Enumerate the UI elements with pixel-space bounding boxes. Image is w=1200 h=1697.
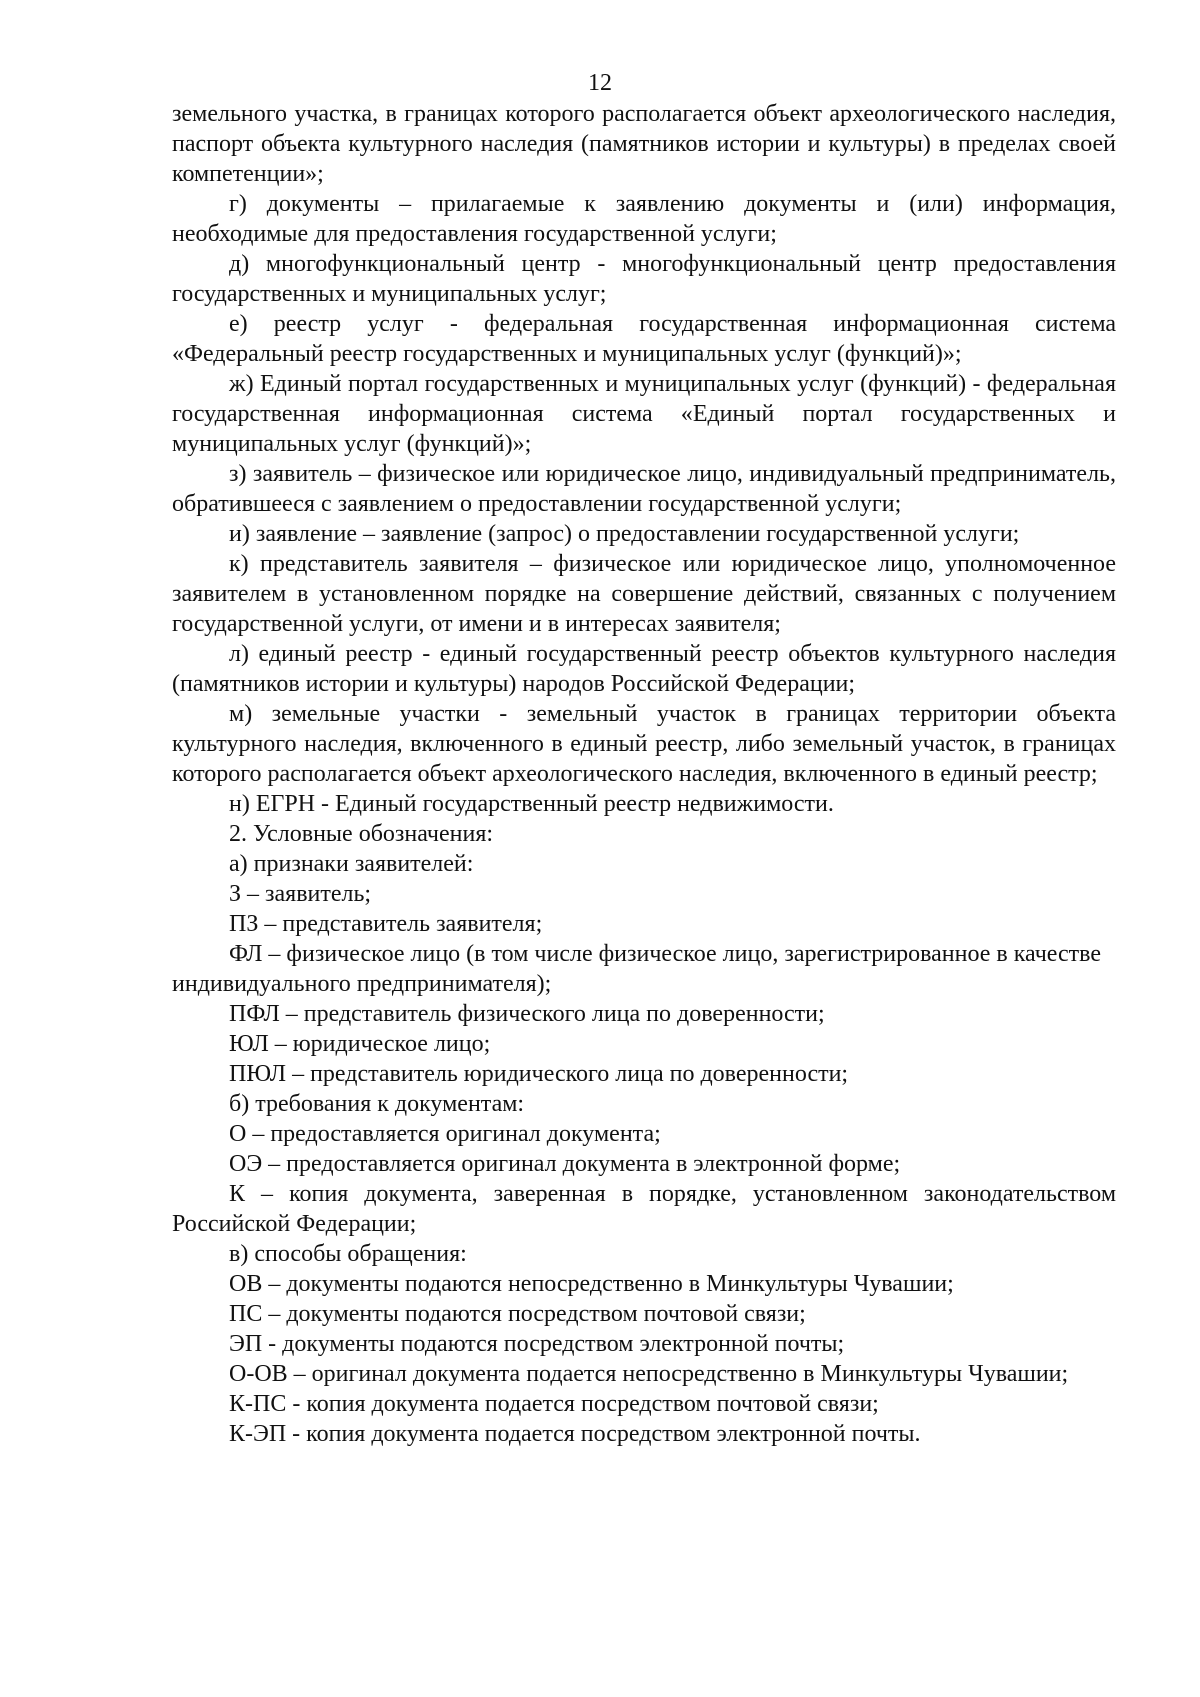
- paragraph-definition-l: л) единый реестр - единый государственный реестр объектов культурного наследия (памятников истории и культуры) народов Российской Федерации;: [172, 641, 1116, 697]
- legend-item-yul: ЮЛ – юридическое лицо;: [229, 1031, 491, 1057]
- paragraph-definition-n: н) ЕГРН - Единый государственный реестр недвижимости.: [229, 791, 834, 817]
- legend-item-k-ps: К-ПС - копия документа подается посредством почтовой связи;: [229, 1391, 879, 1417]
- legend-item-pz: ПЗ – представитель заявителя;: [229, 911, 543, 937]
- subheading-document-requirements: б) требования к документам:: [229, 1091, 525, 1117]
- paragraph-definition-d: д) многофункциональный центр - многофункциональный центр предоставления государственных и муниципальных услуг;: [172, 251, 1116, 307]
- legend-item-z: З – заявитель;: [229, 881, 372, 907]
- legend-item-pyul: ПЮЛ – представитель юридического лица по доверенности;: [229, 1061, 849, 1087]
- paragraph-definition-g: г) документы – прилагаемые к заявлению документы и (или) информация, необходимые для предоставления государственной услуги;: [172, 191, 1116, 247]
- page-number: 12: [588, 70, 612, 96]
- subheading-applicant-attributes: а) признаки заявителей:: [229, 851, 474, 877]
- paragraph-definition-zh: ж) Единый портал государственных и муниципальных услуг (функций) - федеральная государственная информационная система «Единый портал государственных и муниципальных услуг (функций)»;: [172, 371, 1116, 457]
- subheading-submission-methods: в) способы обращения:: [229, 1241, 467, 1267]
- paragraph-definition-z: з) заявитель – физическое или юридическое лицо, индивидуальный предприниматель, обратившееся с заявлением о предоставлении государственной услуги;: [172, 461, 1116, 517]
- paragraph-continuation: земельного участка, в границах которого располагается объект археологического наследия, паспорт объекта культурного наследия (памятников истории и культуры) в пределах своей компетенции»;: [172, 101, 1116, 187]
- legend-item-o: О – предоставляется оригинал документа;: [229, 1121, 661, 1147]
- section-heading-2: 2. Условные обозначения:: [229, 821, 494, 847]
- legend-item-oe: ОЭ – предоставляется оригинал документа в электронной форме;: [229, 1151, 901, 1177]
- legend-item-o-ov: О-ОВ – оригинал документа подается непосредственно в Минкультуры Чувашии;: [229, 1361, 1069, 1387]
- legend-item-fl: ФЛ – физическое лицо (в том числе физическое лицо, зарегистрированное в качестве индивидуального предпринимателя);: [172, 941, 1102, 997]
- legend-item-ps: ПС – документы подаются посредством почтовой связи;: [229, 1301, 806, 1327]
- paragraph-definition-e: е) реестр услуг - федеральная государственная информационная система «Федеральный реестр государственных и муниципальных услуг (функций)»;: [172, 311, 1116, 367]
- paragraph-definition-i: и) заявление – заявление (запрос) о предоставлении государственной услуги;: [229, 521, 1020, 547]
- legend-item-pfl: ПФЛ – представитель физического лица по доверенности;: [229, 1001, 825, 1027]
- legend-item-ep: ЭП - документы подаются посредством электронной почты;: [229, 1331, 845, 1357]
- legend-item-k: К – копия документа, заверенная в порядке, установленном законодательством Российской Федерации;: [172, 1181, 1116, 1237]
- paragraph-definition-m: м) земельные участки - земельный участок в границах территории объекта культурного наследия, включенного в единый реестр, либо земельный участок, в границах которого располагается объект археологического наследия, включенного в единый реестр;: [172, 701, 1116, 787]
- document-body: [172, 99, 1116, 1449]
- legend-item-k-ep: К-ЭП - копия документа подается посредством электронной почты.: [229, 1421, 921, 1447]
- legend-item-ov: ОВ – документы подаются непосредственно в Минкультуры Чувашии;: [229, 1271, 954, 1297]
- paragraph-definition-k: к) представитель заявителя – физическое или юридическое лицо, уполномоченное заявителем в установленном порядке на совершение действий, связанных с получением государственной услуги, от имени и в интересах заявителя;: [172, 551, 1116, 637]
